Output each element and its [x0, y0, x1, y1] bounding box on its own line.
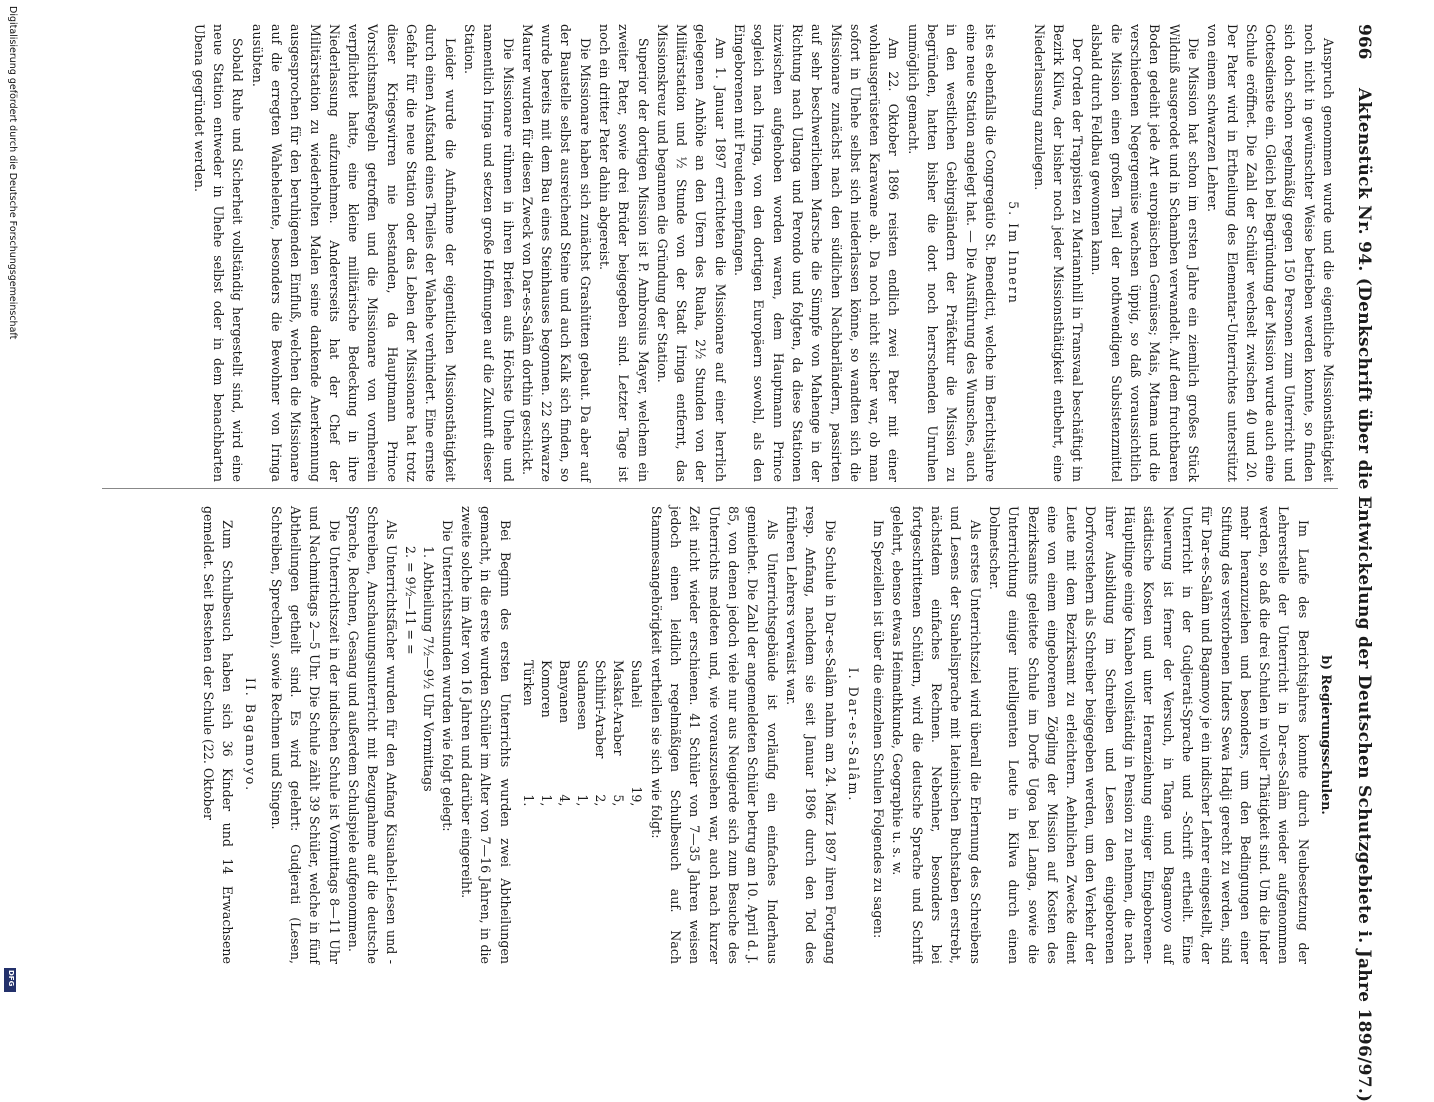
- section-heading: II. Bagamoyo.: [243, 677, 259, 793]
- column-divider: [102, 488, 1338, 489]
- paragraph: Die Mission hat schon im ersten Jahre ein ziemlich großes Stück Wildniß ausgerodet und in Schamben verwandelt. Auf dem fruchtbaren Boden gedeiht jede Art europäischen Gemüses; Mais, Mtama und die verschiedenen Negergemüse wachsen üppig, so daß voraussichtlich die Mission einen großen Theil der nothwendigen Subsistenzmittel alsbald durch Feldbau gewonnen kann.: [1089, 24, 1201, 482]
- left-column: [189, 24, 1338, 482]
- paragraph: Als erstes Unterrichtsziel wird überall die Erlernung des Schreibens und Lesens der Suahelisprache mit lateinischen Buchstaben erstrebt, nächstdem einfaches Rechnen. Nebenher, besonders bei fortgeschrittenen Schülern, wird die deutsche Sprache und Schrift gelehrt, ebenso etwas Heimathkunde, Geographie u. s. w.: [890, 506, 983, 964]
- table-cell: 5,: [610, 794, 626, 807]
- list-item: 1. Abtheilung 7½—9½ Uhr Vormittags: [421, 546, 437, 792]
- digitization-credit: [4, 0, 18, 1000]
- right-column: [198, 506, 1338, 964]
- paragraph: Am 22. Oktober 1896 reisten endlich zwei Pater mit einer wohlausgerüsteten Karawane ab. Da noch nicht sicher war, ob man sofort in Uhehe selbst sich niederlassen könne, so wandten sich die Missionare zunächst nach den südlichen Nachbarländern, passirten auf sehr beschwerlichem Marsche die Sümpfe von Mahenge in der Richtung nach Ulanga und Perondo und folgten, da diese Stationen inzwischen aufgehoben worden waren, dem Hauptmann Prince sogleich nach Iringa, von den dortigen Europäern sowohl, als den Eingeborenen mit Freuden empfangen.: [732, 24, 902, 482]
- paragraph: Die Schule in Dar-es-Salâm nahm am 24. März 1897 ihren Fortgang resp. Anfang, nachdem sie seit Januar 1896 durch den Tod des früheren Lehrers verwaist war.: [783, 506, 838, 964]
- document-page: [88, 18, 1378, 1102]
- running-head: [1344, 18, 1378, 1102]
- paragraph: ist es ebenfalls die Congregatio St. Benedicti, welche im Berichtsjahre eine neue Station angelegt hat. — Die Ausführung des Wunsches, auch in den westlichen Gebirgsländern der Präfektur die Mission zu begründen, hatten bisher die dort noch herrschenden Unruhen unmöglich gemacht.: [905, 24, 998, 482]
- paragraph: Zum Schulbesuch haben sich 36 Kinder und 14 Erwachsene gemeldet. Seit Bestehen der Schule (22. Oktober: [200, 506, 236, 964]
- nationality-table: [519, 656, 645, 810]
- paragraph: Sobald Ruhe und Sicherheit vollständig hergestellt sind, wird eine neue Station entweder in Uhehe selbst oder in dem benachbarten Ubena gegründet werden.: [191, 24, 246, 482]
- table-cell: Türken: [520, 660, 536, 706]
- paragraph: Leider wurde die Aufnahme der eigentlichen Missionsthätigkeit durch einen Aufstand eines Theiles der Wahehe verhindert. Eine ernste Gefahr für die neue Station oder das Leben der Missionare hat trotz dieser Kriegswirren nie bestanden, da Hauptmann Prince Vorsichtsmaßregeln getroffen und die Missionare von vornherein verpflichtet hatte, eine kleine militärische Bedeckung in ihre Niederlassung aufzunehmen. Andererseits hat der Chef der Militärstation zu wiederholten Malen seine dankende Anerkennung ausgesprochen für den beruhigenden Einfluß, welchen die Missionare auf die erregten Wahehelente, besonders die Bewohner von Iringa ausübten.: [249, 24, 458, 482]
- paragraph: Anspruch genommen wurde und die eigentliche Missionsthätigkeit noch nicht in gewünschter Weise betrieben werden konnte, so finden sich doch schon regelmäßig gegen 150 Personen zum Unterricht und Gottesdienste ein. Gleich bei Begründung der Mission wurde auch eine Schule eröffnet. Die Zahl der Schüler wechselt zwischen 40 und 20. Der Pater wird in Ertheilung des Elementar-Unterrichtes unterstützt von einem schwarzen Lehrer.: [1205, 24, 1336, 482]
- table-cell: Komoren: [538, 660, 554, 718]
- table-cell: 1.: [520, 794, 536, 807]
- table-cell: Sudanesen: [574, 660, 590, 730]
- table-row: [555, 656, 573, 810]
- table-row: [627, 656, 645, 810]
- paragraph: Im Laufe des Berichtsjahres konnte durch Neubesetzung der Lehrerstelle der Unterricht in Dar-es-Salâm wieder aufgenommen werden, so daß die drei Schulen in voller Thätigkeit sind. Um die Inder mehr heranzuziehen und besonders, um den Bedingungen einer Stiftung des verstorbenen Inders Sewa Hadji gerecht zu werden, sind für Dar-es-Salâm und Bagamoyo je ein indischer Lehrer eingestellt, der Unterricht in der Gudjerati-Sprache und -Schrift ertheilt. Eine Neuerung ist ferner der Versuch, in Tanga und Bagamoyo auf städtische Kosten und unter Heranziehung einiger Eingeborenen-Häuptlinge einige Knaben vollständig in Pension zu nehmen, die nach ihrer Ausbildung im Schreiben und Lesen den eingeborenen Dorfvorstehern als Schreiber beigegeben werden, um den Verkehr der Leute mit dem Bezirksamt zu erleichtern. Aehnlichen Zwecke dient eine von einem eingeborenen Zögling der Mission auf Kosten des Bezirksamts geleitete Schule im Dorfe Ugoa bei Langa, sowie die Unterrichtung einiger intelligenten Leute in Kilwa durch einen Dolmetscher.: [986, 506, 1311, 964]
- paragraph: Superior der dortigen Mission ist P. Ambrosius Mayer, welchem ein zweiter Pater, sowie drei Brüder beigegeben sind. Letzter Tage ist noch ein dritter Pater dahin abgereist.: [597, 24, 651, 482]
- table-cell: 1,: [574, 794, 590, 807]
- table-cell: 1,: [538, 794, 554, 807]
- paragraph: Als Unterrichtsfächer wurden für den Anfang Kisuaheli-Lesen und -Schreiben, Anschauungsunterricht mit Bezugnahme auf die deutsche Sprache, Rechnen, Gesang und außerdem Schulspiele aufgenommen.: [345, 506, 400, 964]
- page-title: Aktenstück Nr. 94. (Denkschrift über die Entwickelung der Deutschen Schutzgebiete i. Jahre 1896/97.): [1354, 88, 1374, 1102]
- paragraph: Am 1. Januar 1897 errichteten die Missionare auf einer herrlich gelegenen Anhöhe an den Ufern des Ruaha, 2½ Stunden von der Militärstation und ½ Stunde von der Stadt Iringa entfernt, das Missionskreuz und begannen die Gründung der Station.: [654, 24, 728, 482]
- table-row: [519, 656, 537, 810]
- table-cell: Suaheli: [628, 660, 644, 708]
- paragraph: Als Unterrichtsgebäude ist vorläufig ein einfaches Inderhaus gemiethet. Die Zahl der angemeldeten Schüler betrug am 10. April d. J. 85, von denen jedoch viele nur aus Neugierde sich zum Besuche des Unterrichts meldeten und, wie vorauszusehen war, auch nach kurzer Zeit nicht wieder erschienen. 41 Schüler von 7—35 Jahren weisen jedoch einen leidlich regelmäßigen Schulbesuch auf. Nach Stammesangehörigkeit vertheilen sie sich wie folgt:: [648, 506, 780, 964]
- table-cell: Schihiri-Araber: [592, 660, 608, 759]
- page-number: 966: [1354, 24, 1374, 60]
- section-heading: I. Dar-es-Salâm.: [845, 667, 861, 803]
- table-row: [537, 656, 555, 810]
- table-cell: 19,: [628, 786, 644, 807]
- table-row: [609, 656, 627, 810]
- paragraph: Die Unterrichtszeit in der indischen Schule ist Vormittags 8—11 Uhr und Nachmittags 2—5 Uhr. Die Schule zählt 39 Schüler, welche in fünf Abtheilungen getheilt sind. Es wird gelehrt: Gudjerati (Lesen, Schreiben, Sprechen), sowie Rechnen und Singen.: [268, 506, 342, 964]
- table-row: [573, 656, 591, 810]
- section-heading: 5. Im Innern: [1006, 201, 1022, 305]
- paragraph: Die Missionare haben sich zunächst Grashütten gebaut. Da aber auf der Baustelle selbst ausreichend Steine und auch Kalk sich finden, so wurde bereits mit dem Bau eines Steinhauses begonnen. 22 schwarze Maurer wurden für diesen Zweck von Dar-es-Salâm dorthin geschickt.: [519, 24, 593, 482]
- digitization-credit-text: Digitalisierung gefördert durch die Deutsche Forschungsgemeinschaft: [7, 6, 18, 340]
- paragraph: Die Unterrichtsstunden wurden wie folgt gelegt:: [439, 520, 455, 832]
- paragraph: Bei Beginn des ersten Unterrichts wurden zwei Abtheilungen gemacht, in die erste wurden Schüler im Alter von 7—16 Jahren, in die zweite solche im Alter von 16 Jahren und darüber eingereiht.: [459, 506, 513, 964]
- table-cell: 2,: [592, 794, 608, 807]
- subheading: b) Regierungsschulen.: [1319, 655, 1334, 815]
- table-row: [591, 656, 609, 810]
- paragraph: Die Missionare rühmen in ihren Briefen aufs Höchste Uhehe und namentlich Iringa und setzen große Hoffnungen auf die Zukunft dieser Station.: [461, 24, 516, 482]
- table-cell: Maskat-Araber: [610, 660, 626, 756]
- list-item: 2. = 9½—11 = =: [403, 546, 419, 655]
- paragraph: Der Orden der Trappisten zu Mariannhill in Transvaal beschäftigt im Bezirk Kilwa, der bisher noch jeder Missionsthätigkeit entbehrt, eine Niederlassung anzulegen.: [1031, 24, 1086, 482]
- table-cell: 4,: [556, 794, 572, 807]
- paragraph: Im Speziellen ist über die einzelnen Schulen Folgendes zu sagen:: [871, 520, 887, 939]
- dfg-logo-text: DFG: [7, 970, 15, 987]
- schedule-list: [401, 546, 437, 964]
- dfg-logo-icon: [4, 968, 16, 992]
- table-cell: Banyanen: [556, 660, 572, 724]
